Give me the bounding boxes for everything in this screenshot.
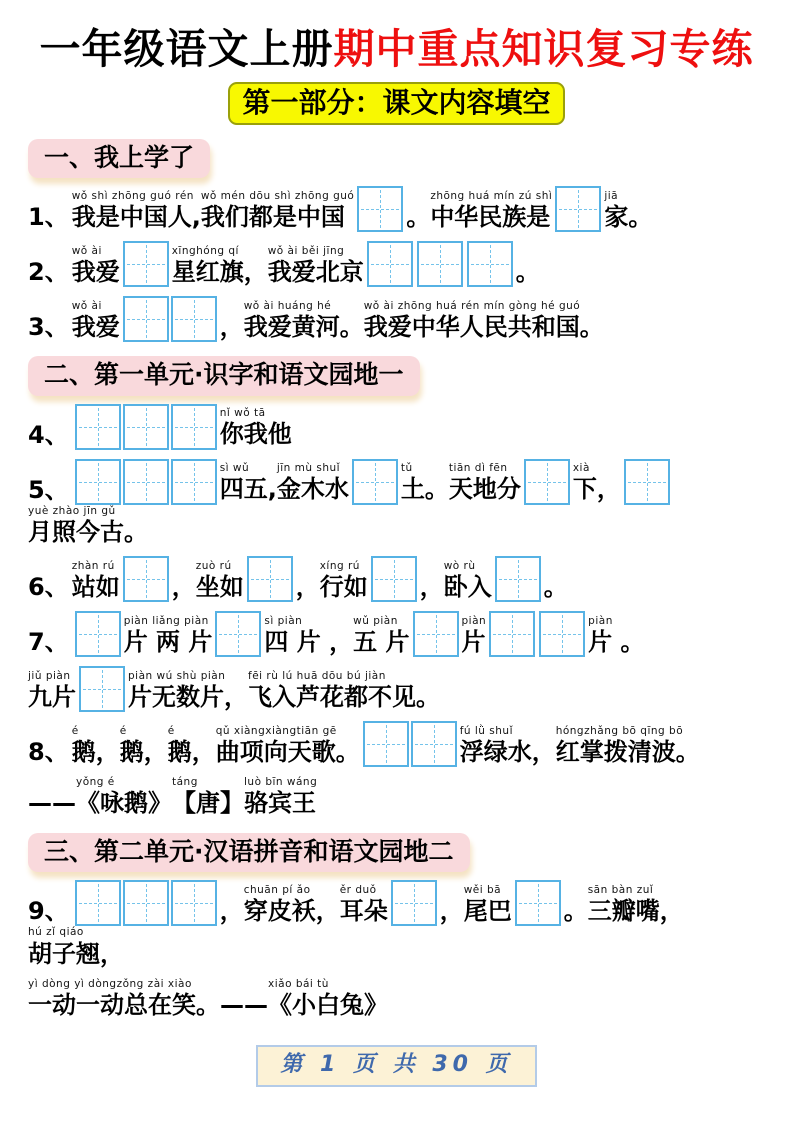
- hanzi-segment: [296, 572, 320, 603]
- question-number: 3、: [28, 313, 69, 342]
- hanzi-text: 月照今古。: [28, 517, 148, 546]
- answer-box-group: [524, 459, 570, 505]
- pinyin-annotation: hú zǐ qiáo: [28, 926, 84, 939]
- answer-box[interactable]: [123, 880, 169, 926]
- answer-box[interactable]: [467, 241, 513, 287]
- hanzi-text: 胡子翘，: [28, 939, 124, 968]
- answer-box-group: [75, 880, 217, 926]
- pinyin-annotation: piàn wú shù piàn: [128, 669, 226, 682]
- question-number: 8、: [28, 738, 69, 767]
- pinyin-hanzi-segment: [28, 670, 76, 713]
- pinyin-annotation: xià: [572, 461, 590, 474]
- answer-box[interactable]: [171, 296, 217, 342]
- answer-box[interactable]: [79, 666, 125, 712]
- answer-box-group: [123, 241, 169, 287]
- pinyin-hanzi-segment: [72, 245, 120, 288]
- answer-box-group: [123, 556, 169, 602]
- pinyin-annotation: jiā: [604, 189, 619, 202]
- hanzi-text: 你我他: [219, 419, 292, 448]
- answer-box[interactable]: [357, 186, 403, 232]
- pinyin-annotation: zhōng huá mín zú shì: [430, 189, 553, 202]
- pinyin-hanzi-segment: [216, 725, 360, 768]
- pinyin-annotation: luò bīn wáng: [244, 776, 318, 789]
- pinyin-hanzi-segment: [444, 560, 492, 603]
- question-line: [28, 296, 765, 342]
- pinyin-hanzi-segment: [556, 725, 700, 768]
- pinyin-hanzi-segment: [588, 884, 684, 927]
- pinyin-annotation: é: [167, 724, 175, 737]
- question-line: [28, 186, 765, 232]
- pinyin-annotation: xiǎo bái tù: [268, 978, 329, 991]
- pinyin-hanzi-segment: [28, 505, 148, 548]
- answer-box[interactable]: [123, 241, 169, 287]
- hanzi-text: 片: [461, 627, 486, 656]
- pinyin-annotation: wěi bā: [463, 883, 502, 896]
- hanzi-text: 我爱黄河。: [243, 312, 364, 341]
- question-line: [28, 459, 765, 548]
- pinyin-annotation: hóngzhǎng bō qīng bō: [555, 724, 684, 737]
- question-line: [28, 241, 765, 287]
- answer-box[interactable]: [367, 241, 413, 287]
- pinyin-annotation: jīn mù shuǐ: [276, 461, 341, 474]
- hanzi-text: 我爱: [71, 312, 120, 341]
- pinyin-hanzi-segment: [268, 978, 388, 1021]
- hanzi-text: 四 片 ，: [264, 627, 354, 656]
- answer-box[interactable]: [171, 404, 217, 450]
- pinyin-hanzi-segment: [220, 462, 277, 505]
- section-heading-row: [28, 139, 765, 178]
- pinyin-annotation: sān bàn zuǐ: [587, 883, 654, 896]
- answer-box[interactable]: [123, 556, 169, 602]
- answer-box[interactable]: [215, 611, 261, 657]
- answer-box[interactable]: [123, 459, 169, 505]
- question-number: 4、: [28, 420, 69, 449]
- answer-box-group: [352, 459, 398, 505]
- hanzi-text: 行如: [319, 572, 368, 601]
- pinyin-annotation: piàn liǎng piàn: [123, 614, 209, 627]
- hanzi-text: 我爱中华人民共和国。: [363, 312, 604, 341]
- hanzi-text: 金木水: [276, 474, 349, 503]
- pinyin-hanzi-segment: [172, 776, 244, 819]
- hanzi-text: 片 两 片: [123, 627, 213, 656]
- pinyin-annotation: zuò rú: [195, 559, 232, 572]
- hanzi-text: 坐如: [195, 572, 244, 601]
- hanzi-text: 鹅，: [119, 737, 168, 766]
- answer-box[interactable]: [75, 459, 121, 505]
- pinyin-annotation: xīnghóng qí: [171, 244, 239, 257]
- hanzi-text: 片无数片，: [128, 682, 248, 711]
- hanzi-text: 骆宾王: [244, 789, 316, 818]
- hanzi-text: 穿皮袄，: [243, 896, 340, 925]
- pinyin-hanzi-segment: [320, 560, 368, 603]
- pinyin-annotation: wǒ ài běi jīng: [267, 244, 345, 257]
- pinyin-hanzi-segment: [449, 462, 521, 505]
- hanzi-text: 《咏鹅》: [76, 789, 172, 818]
- section-heading-row: [28, 833, 765, 872]
- hanzi-text: 九片: [28, 682, 76, 711]
- pinyin-annotation: sì wǔ: [219, 461, 250, 474]
- answer-box[interactable]: [75, 404, 121, 450]
- hanzi-text: 。: [515, 257, 540, 286]
- hanzi-text: 曲项向天歌。: [215, 737, 360, 766]
- section-heading: 一、我上学了: [28, 139, 210, 178]
- answer-box[interactable]: [413, 611, 459, 657]
- page-title: [28, 26, 765, 73]
- pinyin-annotation: piàn: [588, 614, 613, 627]
- pinyin-annotation: nǐ wǒ tā: [219, 406, 266, 419]
- hanzi-segment: [172, 572, 196, 603]
- pinyin-hanzi-segment: [430, 190, 552, 233]
- question-line: [28, 404, 765, 450]
- pinyin-hanzi-segment: [120, 725, 168, 768]
- question-line: [28, 880, 765, 969]
- hanzi-text: ——: [220, 991, 268, 1020]
- hanzi-text: 飞入芦花都不见。: [248, 682, 440, 711]
- pinyin-hanzi-segment: [72, 300, 120, 343]
- hanzi-text: 浮绿水，: [459, 737, 556, 766]
- hanzi-text: 鹅，: [167, 737, 216, 766]
- page-title-red: 期中重点知识复习专练: [333, 25, 754, 73]
- answer-box-group: [371, 556, 417, 602]
- answer-box[interactable]: [247, 556, 293, 602]
- answer-box-group: [363, 721, 457, 767]
- answer-box[interactable]: [539, 611, 585, 657]
- pinyin-annotation: chuān pí ǎo: [243, 883, 311, 896]
- pinyin-annotation: é: [71, 724, 79, 737]
- question-number: 1、: [28, 203, 69, 232]
- hanzi-text: 尾巴: [463, 896, 512, 925]
- pinyin-annotation: fú lǜ shuǐ: [459, 724, 513, 737]
- answer-box[interactable]: [123, 404, 169, 450]
- hanzi-segment: [420, 572, 444, 603]
- answer-box-group: [79, 666, 125, 712]
- hanzi-text: ，: [171, 572, 196, 601]
- answer-box-group: [515, 880, 561, 926]
- answer-box-group: [75, 404, 217, 450]
- answer-box[interactable]: [371, 556, 417, 602]
- answer-box[interactable]: [524, 459, 570, 505]
- pinyin-hanzi-segment: [268, 245, 364, 288]
- pinyin-annotation: tiān dì fēn: [448, 461, 508, 474]
- answer-box[interactable]: [489, 611, 535, 657]
- hanzi-text: 一动一动总在笑。: [28, 991, 220, 1020]
- pinyin-hanzi-segment: [340, 884, 388, 927]
- pinyin-annotation: wǒ ài: [71, 299, 102, 312]
- hanzi-text: 《小白兔》: [268, 991, 388, 1020]
- hanzi-text: 下，: [572, 474, 621, 503]
- hanzi-segment: [406, 202, 430, 233]
- pinyin-annotation: wǒ mén dōu shì zhōng guó: [200, 189, 355, 202]
- question-line: [28, 978, 765, 1021]
- answer-box-group: [413, 611, 459, 657]
- hanzi-text: ，: [219, 896, 244, 925]
- answer-box-group: [75, 459, 217, 505]
- part-heading: 第一部分：课文内容填空: [228, 82, 564, 125]
- section-heading: 三、第二单元·汉语拼音和语文园地二: [28, 833, 470, 872]
- hanzi-segment: [544, 572, 568, 603]
- hanzi-segment: [628, 202, 652, 233]
- hanzi-segment: [220, 896, 244, 927]
- hanzi-text: 中华民族是: [430, 202, 551, 231]
- page-title-black: 一年级语文上册: [39, 25, 334, 73]
- hanzi-segment: [564, 896, 588, 927]
- hanzi-segment: [28, 788, 76, 819]
- pinyin-hanzi-segment: [364, 300, 604, 343]
- answer-box-group: [357, 186, 403, 232]
- answer-box[interactable]: [171, 880, 217, 926]
- pinyin-hanzi-segment: [244, 776, 317, 819]
- pinyin-annotation: xíng rú: [319, 559, 360, 572]
- hanzi-text: 。: [563, 896, 588, 925]
- question-number: 2、: [28, 258, 69, 287]
- pinyin-hanzi-segment: [220, 407, 292, 450]
- hanzi-text: 。: [628, 202, 653, 231]
- answer-box[interactable]: [391, 880, 437, 926]
- pinyin-hanzi-segment: [353, 615, 409, 658]
- pinyin-hanzi-segment: [244, 884, 340, 927]
- pinyin-hanzi-segment: [244, 300, 364, 343]
- pinyin-annotation: wò rù: [443, 559, 476, 572]
- hanzi-text: 鹅，: [71, 737, 120, 766]
- answer-box[interactable]: [123, 296, 169, 342]
- pinyin-hanzi-segment: [28, 978, 220, 1021]
- pinyin-hanzi-segment: [462, 615, 487, 658]
- question-line: [28, 776, 765, 819]
- page-number-badge: 第 1 页 共 30 页: [256, 1045, 536, 1087]
- subtitle-row: [28, 82, 765, 125]
- answer-box-group: [75, 611, 121, 657]
- pinyin-annotation: yǒng é: [76, 776, 115, 789]
- hanzi-text: 星红旗，: [171, 257, 268, 286]
- hanzi-text: 片 。: [588, 627, 645, 656]
- section-heading-row: [28, 356, 765, 395]
- hanzi-text: 【唐】: [172, 789, 244, 818]
- hanzi-text: 卧入: [443, 572, 492, 601]
- footer-row: [28, 1045, 765, 1087]
- hanzi-text: ，: [419, 572, 444, 601]
- answer-box[interactable]: [515, 880, 561, 926]
- answer-box-group: [367, 241, 513, 287]
- pinyin-hanzi-segment: [128, 670, 248, 713]
- section-heading: 二、第一单元·识字和语文园地一: [28, 356, 420, 395]
- answer-box[interactable]: [417, 241, 463, 287]
- answer-box[interactable]: [555, 186, 601, 232]
- pinyin-hanzi-segment: [168, 725, 216, 768]
- hanzi-text: 家: [604, 202, 629, 231]
- pinyin-hanzi-segment: [277, 462, 349, 505]
- hanzi-text: 站如: [71, 572, 120, 601]
- answer-box-group: [555, 186, 601, 232]
- hanzi-text: ，: [439, 896, 464, 925]
- pinyin-annotation: wǒ ài zhōng huá rén mín gòng hé guó: [363, 299, 581, 312]
- hanzi-text: ，: [295, 572, 320, 601]
- pinyin-hanzi-segment: [464, 884, 512, 927]
- hanzi-text: 红掌拨清波。: [555, 737, 700, 766]
- hanzi-text: 。: [543, 572, 568, 601]
- answer-box-group: [247, 556, 293, 602]
- hanzi-segment: [220, 990, 268, 1021]
- answer-box[interactable]: [363, 721, 409, 767]
- answer-box[interactable]: [411, 721, 457, 767]
- answer-box[interactable]: [171, 459, 217, 505]
- pinyin-annotation: táng: [172, 776, 198, 789]
- hanzi-segment: [220, 312, 244, 343]
- answer-box[interactable]: [495, 556, 541, 602]
- pinyin-annotation: ěr duǒ: [339, 883, 377, 896]
- pinyin-hanzi-segment: [604, 190, 628, 233]
- pinyin-hanzi-segment: [264, 615, 353, 658]
- pinyin-annotation: yì dòng yì dòngzǒng zài xiào: [28, 978, 192, 991]
- question-line: [28, 721, 765, 767]
- hanzi-text: ，: [219, 312, 244, 341]
- pinyin-annotation: jiǔ piàn: [28, 669, 71, 682]
- pinyin-hanzi-segment: [72, 725, 120, 768]
- answer-box-group: [391, 880, 437, 926]
- hanzi-text: 我爱: [71, 257, 120, 286]
- pinyin-hanzi-segment: [72, 190, 201, 233]
- question-number: 7、: [28, 628, 69, 657]
- pinyin-annotation: tǔ: [400, 461, 413, 474]
- answer-box[interactable]: [352, 459, 398, 505]
- pinyin-hanzi-segment: [72, 560, 120, 603]
- hanzi-text: 。: [406, 202, 431, 231]
- answer-box[interactable]: [624, 459, 670, 505]
- answer-box[interactable]: [75, 880, 121, 926]
- pinyin-hanzi-segment: [401, 462, 449, 505]
- pinyin-hanzi-segment: [196, 560, 244, 603]
- pinyin-annotation: wǒ ài: [71, 244, 102, 257]
- answer-box[interactable]: [75, 611, 121, 657]
- hanzi-text: 耳朵: [339, 896, 388, 925]
- answer-box-group: [495, 556, 541, 602]
- pinyin-annotation: é: [119, 724, 127, 737]
- hanzi-text: 我是中国人,: [71, 202, 201, 231]
- hanzi-segment: [516, 257, 540, 288]
- question-line: [28, 611, 765, 657]
- question-number: 5、: [28, 475, 69, 504]
- hanzi-text: 我们都是中国: [200, 202, 345, 231]
- pinyin-annotation: wǒ ài huáng hé: [243, 299, 332, 312]
- hanzi-text: 三瓣嘴，: [587, 896, 684, 925]
- hanzi-text: 天地分: [448, 474, 521, 503]
- hanzi-text: 五 片: [353, 627, 410, 656]
- pinyin-annotation: wǔ piàn: [353, 614, 398, 627]
- pinyin-annotation: zhàn rú: [71, 559, 115, 572]
- pinyin-hanzi-segment: [76, 776, 172, 819]
- pinyin-annotation: piàn: [461, 614, 487, 627]
- worksheet-body: [28, 139, 765, 1021]
- pinyin-hanzi-segment: [248, 670, 440, 713]
- answer-box-group: [624, 459, 670, 505]
- hanzi-text: 土。: [400, 474, 449, 503]
- pinyin-hanzi-segment: [28, 926, 124, 969]
- pinyin-annotation: wǒ shì zhōng guó rén: [71, 189, 194, 202]
- pinyin-hanzi-segment: [124, 615, 213, 658]
- pinyin-hanzi-segment: [573, 462, 621, 505]
- pinyin-annotation: qǔ xiàngxiàngtiān gē: [215, 724, 337, 737]
- hanzi-text: 四五,: [219, 474, 277, 503]
- pinyin-annotation: sì piàn: [264, 614, 303, 627]
- hanzi-text: ——: [28, 789, 76, 818]
- answer-box-group: [123, 296, 217, 342]
- pinyin-hanzi-segment: [460, 725, 556, 768]
- pinyin-annotation: yuè zhào jīn gǔ: [28, 504, 116, 517]
- pinyin-hanzi-segment: [172, 245, 268, 288]
- answer-box-group: [215, 611, 261, 657]
- answer-box-group: [489, 611, 585, 657]
- pinyin-annotation: fēi rù lú huā dōu bú jiàn: [248, 669, 386, 682]
- question-line: [28, 666, 765, 712]
- question-number: 6、: [28, 573, 69, 602]
- pinyin-hanzi-segment: [588, 615, 644, 658]
- hanzi-segment: [440, 896, 464, 927]
- question-line: [28, 556, 765, 602]
- question-number: 9、: [28, 897, 69, 926]
- hanzi-text: 我爱北京: [267, 257, 364, 286]
- pinyin-hanzi-segment: [201, 190, 354, 233]
